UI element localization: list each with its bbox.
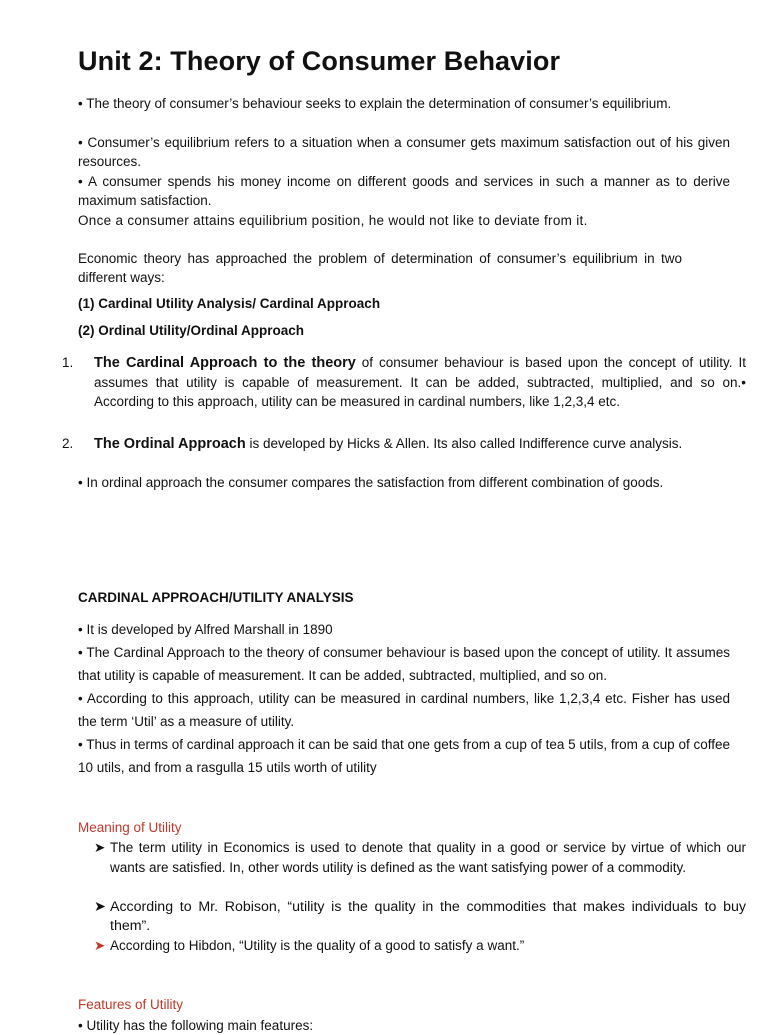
intro-bullet-2: • Consumer’s equilibrium refers to a situation when a consumer gets maximum satisfaction out of his given resources. [78, 135, 730, 169]
meaning-item-3 [94, 936, 746, 956]
numbered-item-text: is developed by Hicks & Allen. Its also called Indifference curve analysis. [245, 436, 683, 451]
approaches-paragraph: Economic theory has approached the problem of determination of consumer’s equilibrium in two different ways: [78, 251, 682, 285]
numbered-item-lead: The Ordinal Approach [94, 436, 246, 452]
arrowhead-bullet-icon: ➤ [94, 938, 106, 953]
cardinal-bullet-3: • According to this approach, utility can be measured in cardinal numbers, like 1,2,3,4 etc. Fisher has used the term ‘Util’ as a measure of utility. [78, 691, 730, 729]
features-heading: Features of Utility [78, 997, 184, 1012]
meaning-item-text: According to Hibdon, “Utility is the quality of a good to satisfy a want.” [110, 938, 525, 953]
approach-heading-cardinal: (1) Cardinal Utility Analysis/ Cardinal Approach [78, 296, 381, 311]
intro-line-4: Once a consumer attains equilibrium position, he would not like to deviate from it. [78, 213, 588, 228]
arrowhead-bullet-icon: ➤ [94, 840, 106, 855]
numbered-item-cardinal [62, 353, 746, 411]
cardinal-bullet-2: • The Cardinal Approach to the theory of consumer behaviour is based upon the concept of utility. It assumes that utility is capable of measurement. It can be added, subtracted, multiplied, and so on. [78, 645, 730, 683]
meaning-heading: Meaning of Utility [78, 820, 182, 835]
numbered-item-text: of consumer behaviour is based upon the concept of utility. It assumes that utility is capable of measurement. It can be added, subtracted, multiplied, and so on.• According to this approach, utility can be measured in cardinal numbers, like 1,2,3,4 etc. [94, 355, 746, 409]
approach-heading-ordinal: (2) Ordinal Utility/Ordinal Approach [78, 323, 305, 338]
meaning-item-text: The term utility in Economics is used to denote that quality in a good or service by virtue of which our wants are satisfied. In, other words utility is defined as the want satisfying power of a commodity. [110, 840, 746, 875]
intro-bullet-1: • The theory of consumer’s behaviour seeks to explain the determination of consumer’s equilibrium. [78, 96, 672, 111]
page-title: Unit 2: Theory of Consumer Behavior [78, 46, 561, 76]
features-bullet-1: • Utility has the following main features: [78, 1018, 314, 1033]
numbered-item-number: 1. [62, 355, 74, 370]
numbered-item-ordinal [62, 434, 746, 454]
meaning-item-2 [94, 898, 746, 936]
numbered-item-lead: The Cardinal Approach to the theory [94, 355, 356, 371]
cardinal-section-heading: CARDINAL APPROACH/UTILITY ANALYSIS [78, 590, 354, 605]
ordinal-bullet: • In ordinal approach the consumer compares the satisfaction from different combination of goods. [78, 475, 664, 490]
cardinal-bullet-1: • It is developed by Alfred Marshall in 1890 [78, 622, 333, 637]
intro-bullet-3: • A consumer spends his money income on different goods and services in such a manner as to derive maximum satisfaction. [78, 174, 730, 208]
numbered-item-number: 2. [62, 436, 74, 451]
arrowhead-bullet-icon: ➤ [94, 899, 106, 915]
meaning-item-1 [94, 838, 746, 878]
meaning-item-text: According to Mr. Robison, “utility is the quality in the commodities that makes individuals to buy them”. [110, 899, 746, 934]
cardinal-bullet-4: • Thus in terms of cardinal approach it can be said that one gets from a cup of tea 5 utils, from a cup of coffee 10 utils, and from a rasgulla 15 utils worth of utility [78, 737, 730, 775]
cardinal-bullets [78, 618, 730, 779]
